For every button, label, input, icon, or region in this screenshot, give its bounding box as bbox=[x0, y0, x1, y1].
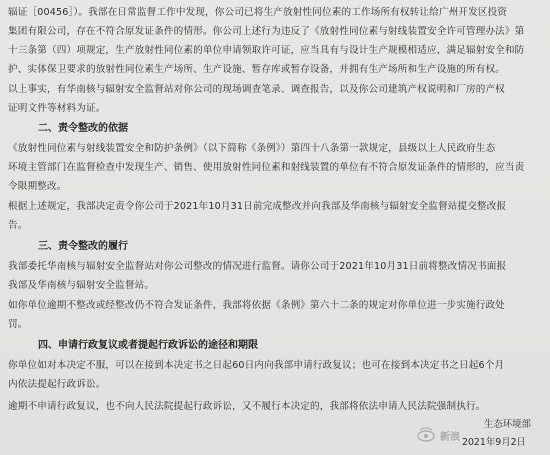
section2-line-1: 《放射性同位素与射线装置安全和防护条例》（以下简称《条例》）第四十八条第一款规定，县级以上人民政府生态 bbox=[8, 143, 496, 154]
doc-line-6: 证明文件等材料为证。 bbox=[8, 103, 106, 114]
section2-line-4: 根据上述规定，我部决定责令你公司于2021年10月31日前完成整改并向我部及华南核与辐射安全监督站提交整改报 bbox=[8, 201, 507, 212]
doc-line-2: 集团有限公司，存在不符合原发证条件的情形。你公司上述行为违反了《放射性同位素与射线装置安全许可管理办法》第 bbox=[8, 26, 525, 37]
section2-line-5: 告。 bbox=[8, 220, 28, 231]
section3-line-2: 我部及华南核与辐射安全监督站。 bbox=[8, 280, 155, 291]
doc-line-3: 十三条第（四）项规定，生产放射性同位素的单位申请领取许可证，应当具有与设计生产规模相适应，满足辐射安全和防 bbox=[8, 45, 525, 56]
watermark-eye-icon bbox=[416, 427, 436, 443]
section-heading-3: 三、责令整改的履行 bbox=[38, 241, 128, 252]
section4-line-3: 逾期不申请行政复议，也不向人民法院提起行政诉讼，又不履行本决定的，我部将依法申请人民法院强制执行。 bbox=[8, 401, 486, 412]
doc-line-4: 护、实体保卫要求的放射性同位素生产场所、生产设施、暂存库或暂存设备，并拥有生产场所和生产设施的所有权。 bbox=[8, 64, 505, 75]
section2-line-3: 令限期整改。 bbox=[8, 181, 67, 192]
section4-line-1: 你单位如对本决定不服，可以在接到本决定书之日起60日内向我部申请行政复议；也可在接到本决定书之日起6个月 bbox=[8, 360, 505, 371]
section-heading-2: 二、责令整改的依据 bbox=[38, 123, 128, 134]
section2-line-2: 环境主管部门在监督检查中发现生产、销售、使用放射性同位素和射线装置的单位有不符合原发证条件的情形的，应当责 bbox=[8, 162, 525, 173]
section3-line-3: 如你单位逾期不整改或经整改仍不符合发证条件，我部将依据《条例》第六十二条的规定对你单位进一步实施行政处 bbox=[8, 300, 505, 311]
section-heading-4: 四、申请行政复议或者提起行政诉讼的途径和期限 bbox=[38, 340, 258, 351]
doc-line-5: 以上事实，有华南核与辐射安全监督站对你公司的现场调查笔录、调查报告，以及你公司建筑产权说明和厂房的产权 bbox=[8, 84, 505, 95]
signature-org: 生态环境部 bbox=[484, 419, 531, 430]
doc-line-1: 辐证［00456］）。我部在日常监督工作中发现，你公司已将生产放射性同位素的工作场所有权转让给广州开发区投资 bbox=[8, 7, 508, 18]
section3-line-1: 我部委托华南核与辐射安全监督站对你公司整改的情况进行监督。请你公司于2021年10月31日前将整改情况书面报 bbox=[8, 261, 507, 272]
section3-line-4: 罚。 bbox=[8, 319, 28, 330]
signature-date: 2021年9月2日 bbox=[462, 437, 526, 448]
watermark-text: 新浪 bbox=[440, 432, 460, 443]
section4-line-2: 内依法提起行政诉讼。 bbox=[8, 379, 106, 390]
